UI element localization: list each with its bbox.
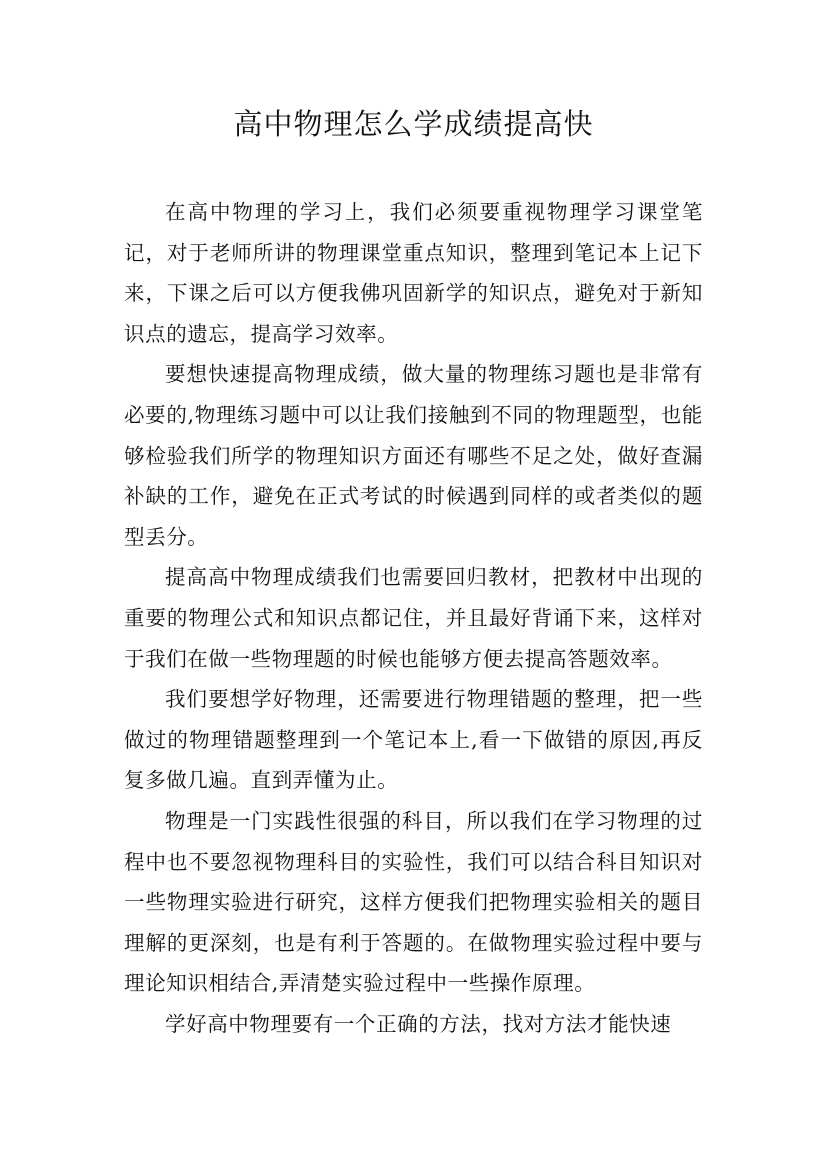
document-body [124, 192, 703, 1044]
paragraph-2: 要想快速提高物理成绩，做大量的物理练习题也是非常有必要的,物理练习题中可以让我们接触到不同的物理题型，也能够检验我们所学的物理知识方面还有哪些不足之处，做好查漏补缺的工作，避免在正式考试的时候遇到同样的或者类似的题型丢分。 [124, 362, 703, 549]
paragraph-5: 物理是一门实践性很强的科目，所以我们在学习物理的过程中也不要忽视物理科目的实验性，我们可以结合科目知识对一些物理实验进行研究，这样方便我们把物理实验相关的题目理解的更深刻，也是有利于答题的。在做物理实验过程中要与理论知识相结合,弄清楚实验过程中一些操作原理。 [124, 808, 703, 996]
paragraph-1: 在高中物理的学习上，我们必须要重视物理学习课堂笔记，对于老师所讲的物理课堂重点知识，整理到笔记本上记下来，下课之后可以方便我佛巩固新学的知识点，避免对于新知识点的遗忘，提高学习效率。 [124, 200, 703, 346]
paragraph-3: 提高高中物理成绩我们也需要回归教材，把教材中出现的重要的物理公式和知识点都记住，并且最好背诵下来，这样对于我们在做一些物理题的时候也能够方便去提高答题效率。 [124, 565, 703, 671]
paragraph-4: 我们要想学好物理，还需要进行物理错题的整理，把一些做过的物理错题整理到一个笔记本上,看一下做错的原因,再反复多做几遍。直到弄懂为止。 [124, 687, 703, 793]
paragraph-6: 学好高中物理要有一个正确的方法，找对方法才能快速 [165, 1011, 672, 1036]
document-title: 高中物理怎么学成绩提高快 [233, 107, 594, 141]
